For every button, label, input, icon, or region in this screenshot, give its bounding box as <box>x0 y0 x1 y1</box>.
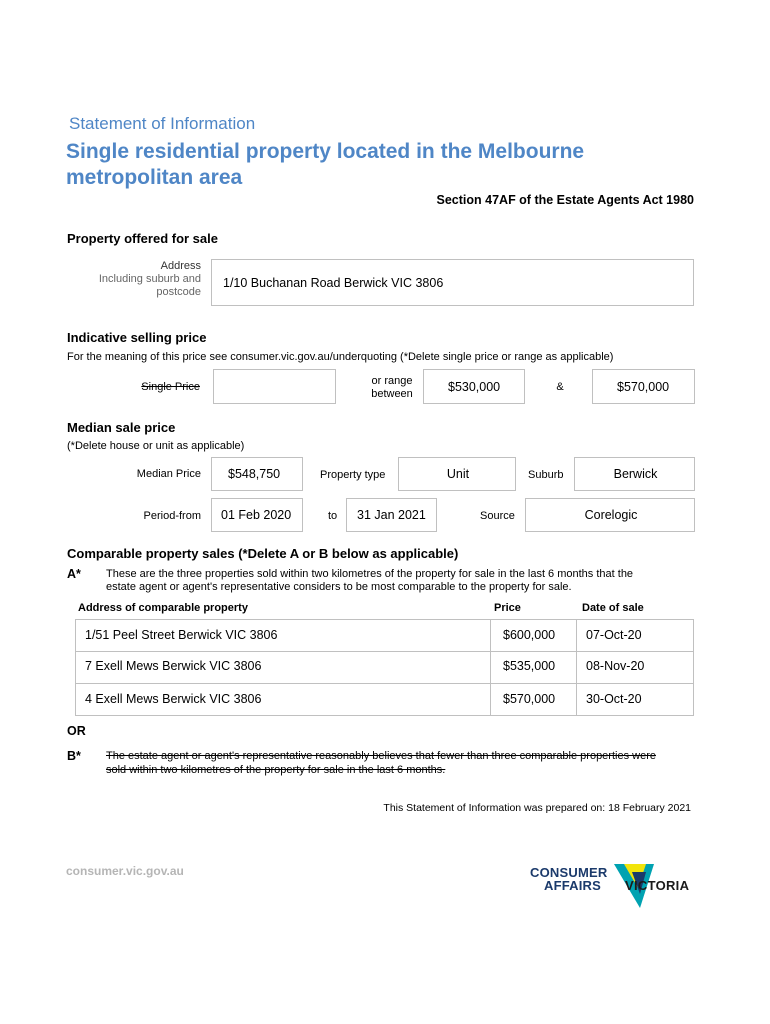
range-ampersand: & <box>556 381 564 393</box>
range-high-value: $570,000 <box>617 380 670 394</box>
period-to-value: 31 Jan 2021 <box>357 508 426 522</box>
range-high-field[interactable] <box>592 369 695 404</box>
source-value: Corelogic <box>584 508 638 522</box>
column-header-price: Price <box>494 602 521 614</box>
prepared-date: This Statement of Information was prepared on: 18 February 2021 <box>383 802 691 814</box>
indicative-heading: Indicative selling price <box>67 330 207 345</box>
comparable-row-2-date: 08-Nov-20 <box>586 659 645 673</box>
comparable-row-3-address: 4 Exell Mews Berwick VIC 3806 <box>85 692 262 706</box>
source-field[interactable] <box>525 498 695 532</box>
comparable-row-3-date: 30-Oct-20 <box>586 692 642 706</box>
column-header-date: Date of sale <box>582 602 644 614</box>
logo-text-affairs: AFFAIRS <box>544 878 602 893</box>
comparable-row-2-price: $535,000 <box>503 659 556 673</box>
address-label: Address <box>160 260 201 272</box>
median-heading: Median sale price <box>67 420 176 435</box>
suburb-label: Suburb <box>528 469 564 481</box>
address-label-sub: Including suburb and <box>98 273 201 285</box>
address-value: 1/10 Buchanan Road Berwick VIC 3806 <box>223 276 444 290</box>
range-label-between: between <box>371 388 413 400</box>
property-type-field[interactable] <box>398 457 516 491</box>
range-label: or range <box>371 375 413 387</box>
option-b-text-line2: sold within two kilometres of the property for sale in the last 6 months. <box>106 764 446 776</box>
median-note: (*Delete house or unit as applicable) <box>67 440 245 452</box>
suburb-field[interactable] <box>574 457 695 491</box>
median-price-value: $548,750 <box>228 467 281 481</box>
or-label: OR <box>67 724 86 738</box>
option-b-marker: B* <box>67 749 81 763</box>
address-field[interactable] <box>211 259 694 306</box>
consumer-affairs-victoria-logo <box>530 862 700 910</box>
comparable-row-1-price: $600,000 <box>503 628 556 642</box>
logo-text-victoria: VICTORIA <box>625 878 690 893</box>
comparable-row-1-date: 07-Oct-20 <box>586 628 642 642</box>
property-heading: Property offered for sale <box>67 231 218 246</box>
period-from-field[interactable] <box>211 498 303 532</box>
document-kicker: Statement of Information <box>69 114 256 133</box>
comparable-heading: Comparable property sales (*Delete A or B below as applicable) <box>67 546 459 561</box>
option-a-text-line1: These are the three properties sold within two kilometres of the property for sale in the last 6 months that the <box>106 568 634 580</box>
document-title-line2: metropolitan area <box>66 166 243 189</box>
period-to-label: to <box>328 510 338 522</box>
range-low-field[interactable] <box>423 369 525 404</box>
option-a-marker: A* <box>67 567 81 581</box>
column-header-address: Address of comparable property <box>78 602 248 614</box>
source-label: Source <box>480 510 515 522</box>
single-price-label: Single Price <box>141 381 200 393</box>
range-low-value: $530,000 <box>448 380 501 394</box>
indicative-note: For the meaning of this price see consumer.vic.gov.au/underquoting (*Delete single price or range as applicable) <box>67 351 614 363</box>
median-price-field[interactable] <box>211 457 303 491</box>
footer-website[interactable]: consumer.vic.gov.au <box>66 864 184 878</box>
document-title-line1: Single residential property located in the Melbourne <box>66 140 585 163</box>
option-a-text-line2: estate agent or agent's representative considers to be most comparable to the property for sale. <box>106 581 572 593</box>
comparable-row-1-address: 1/51 Peel Street Berwick VIC 3806 <box>85 628 278 642</box>
period-from-value: 01 Feb 2020 <box>221 508 292 522</box>
property-type-label: Property type <box>320 469 386 481</box>
single-price-field[interactable] <box>213 369 336 404</box>
address-label-sub2: postcode <box>156 286 201 298</box>
property-type-value: Unit <box>446 467 470 481</box>
logo-text-consumer: CONSUMER <box>530 865 608 880</box>
period-from-label: Period-from <box>143 510 201 522</box>
suburb-value: Berwick <box>613 467 658 481</box>
option-b-text-line1: The estate agent or agent's representative reasonably believes that fewer than three comparable properties were <box>106 750 656 762</box>
median-price-label: Median Price <box>136 468 201 480</box>
section-reference: Section 47AF of the Estate Agents Act 1980 <box>436 193 694 207</box>
comparable-row-2-address: 7 Exell Mews Berwick VIC 3806 <box>85 659 262 673</box>
comparable-row-3-price: $570,000 <box>503 692 556 706</box>
period-to-field[interactable] <box>346 498 437 532</box>
